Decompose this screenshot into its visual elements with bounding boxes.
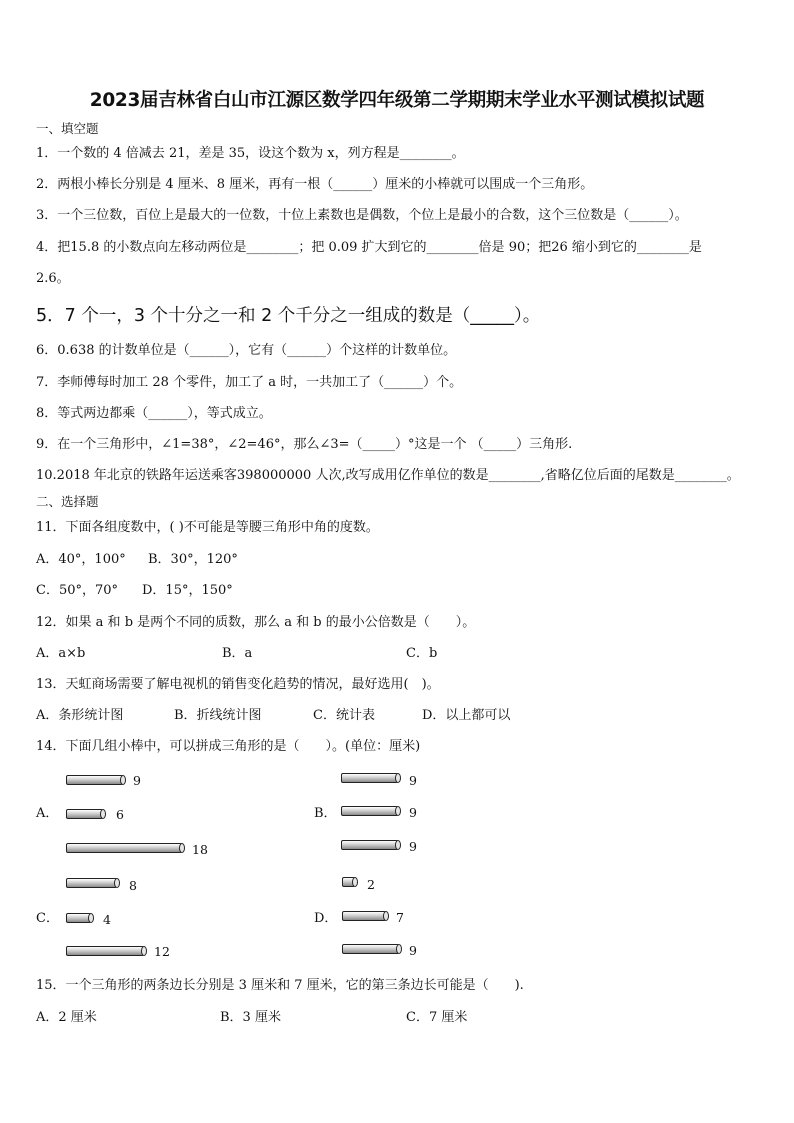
- q15-option-b[interactable]: B．3 厘米: [220, 1010, 281, 1025]
- rod-b-1: [341, 773, 398, 783]
- q11-option-d[interactable]: D．15°，150°: [142, 583, 233, 598]
- q13-option-d[interactable]: D．以上都可以: [422, 708, 511, 723]
- rod-c-3: [66, 946, 144, 956]
- rod-d-1-length: 2: [367, 877, 375, 892]
- rod-c-2: [66, 913, 91, 923]
- q12-option-a[interactable]: A．a×b: [36, 646, 86, 661]
- rod-d-2-length: 7: [396, 910, 404, 925]
- rod-d-3: [342, 944, 399, 954]
- q13-option-b[interactable]: B．折线统计图: [174, 708, 262, 723]
- rod-a-3-length: 18: [192, 842, 208, 857]
- q11-option-b[interactable]: B．30°，120°: [148, 552, 238, 567]
- rod-d-2: [342, 911, 386, 921]
- question-7: 7．李师傅每时加工 28 个零件，加工了 a 时，一共加工了（______）个。: [36, 375, 463, 390]
- question-11: 11．下面各组度数中，( )不可能是等腰三角形中角的度数。: [36, 520, 379, 535]
- rod-a-3: [66, 843, 182, 853]
- q13-option-a[interactable]: A．条形统计图: [36, 708, 124, 723]
- rod-b-2-length: 9: [409, 805, 417, 820]
- rod-b-3-length: 9: [409, 839, 417, 854]
- rod-a-2: [66, 809, 103, 819]
- question-8: 8．等式两边都乘（______），等式成立。: [36, 406, 272, 421]
- q14-option-a-label[interactable]: A．: [36, 806, 59, 821]
- rod-c-1: [66, 878, 117, 888]
- page-title: 2023届吉林省白山市江源区数学四年级第二学期期末学业水平测试模拟试题: [89, 90, 705, 111]
- q14-option-c-label[interactable]: C．: [36, 911, 59, 926]
- rod-d-1: [342, 877, 355, 887]
- section-fill-heading: 一、填空题: [36, 121, 99, 136]
- question-4: 4．把15.8 的小数点向左移动两位是________；把 0.09 扩大到它的________倍是 90；把26 缩小到它的________是: [36, 240, 702, 255]
- rod-b-3: [341, 840, 398, 850]
- rod-c-1-length: 8: [129, 878, 137, 893]
- question-12: 12．如果 a 和 b 是两个不同的质数，那么 a 和 b 的最小公倍数是（ ）。: [36, 615, 476, 630]
- question-14: 14．下面几组小棒中，可以拼成三角形的是（ ）。(单位：厘米): [36, 739, 421, 754]
- rod-c-3-length: 12: [154, 944, 170, 959]
- question-13: 13．天虹商场需要了解电视机的销售变化趋势的情况，最好选用( )。: [36, 677, 440, 692]
- question-3: 3．一个三位数，百位上是最大的一位数，十位上素数也是偶数，个位上是最小的合数，这个三位数是（______）。: [36, 208, 688, 223]
- question-15: 15．一个三角形的两条边长分别是 3 厘米和 7 厘米，它的第三条边长可能是（ ).: [36, 978, 524, 993]
- q14-option-b-label[interactable]: B．: [314, 806, 337, 821]
- rod-b-1-length: 9: [409, 773, 417, 788]
- rod-a-2-length: 6: [116, 807, 124, 822]
- q11-option-c[interactable]: C．50°，70°: [36, 583, 119, 598]
- q11-option-a[interactable]: A．40°，100°: [36, 552, 126, 567]
- question-6: 6．0.638 的计数单位是（______），它有（______）个这样的计数单位。: [36, 343, 457, 358]
- q15-option-c[interactable]: C．7 厘米: [406, 1010, 468, 1025]
- q13-option-c[interactable]: C．统计表: [313, 708, 375, 723]
- q12-option-c[interactable]: C．b: [406, 646, 438, 661]
- question-5: 5．7 个一，3 个十分之一和 2 个千分之一组成的数是（_____）。: [36, 306, 541, 326]
- rod-c-2-length: 4: [103, 912, 111, 927]
- rod-a-1: [66, 775, 123, 785]
- q15-option-a[interactable]: A．2 厘米: [36, 1010, 97, 1025]
- section-choice-heading: 二、选择题: [36, 494, 99, 509]
- question-9: 9．在一个三角形中，∠1=38°，∠2=46°，那么∠3=（_____）°这是一个 （_____）三角形.: [36, 437, 573, 452]
- question-4-continued: 2.6。: [36, 271, 70, 286]
- q14-option-d-label[interactable]: D．: [314, 911, 338, 926]
- q12-option-b[interactable]: B．a: [222, 646, 253, 661]
- rod-b-2: [341, 806, 398, 816]
- question-2: 2．两根小棒长分别是 4 厘米、8 厘米，再有一根（______）厘米的小棒就可以围成一个三角形。: [36, 177, 594, 192]
- question-1: 1．一个数的 4 倍减去 21，差是 35，设这个数为 x，列方程是________。: [36, 146, 465, 161]
- question-10: 10.2018 年北京的铁路年运送乘客398000000 人次,改写成用亿作单位的数是________,省略亿位后面的尾数是________。: [36, 468, 740, 483]
- rod-d-3-length: 9: [409, 943, 417, 958]
- rod-a-1-length: 9: [133, 773, 141, 788]
